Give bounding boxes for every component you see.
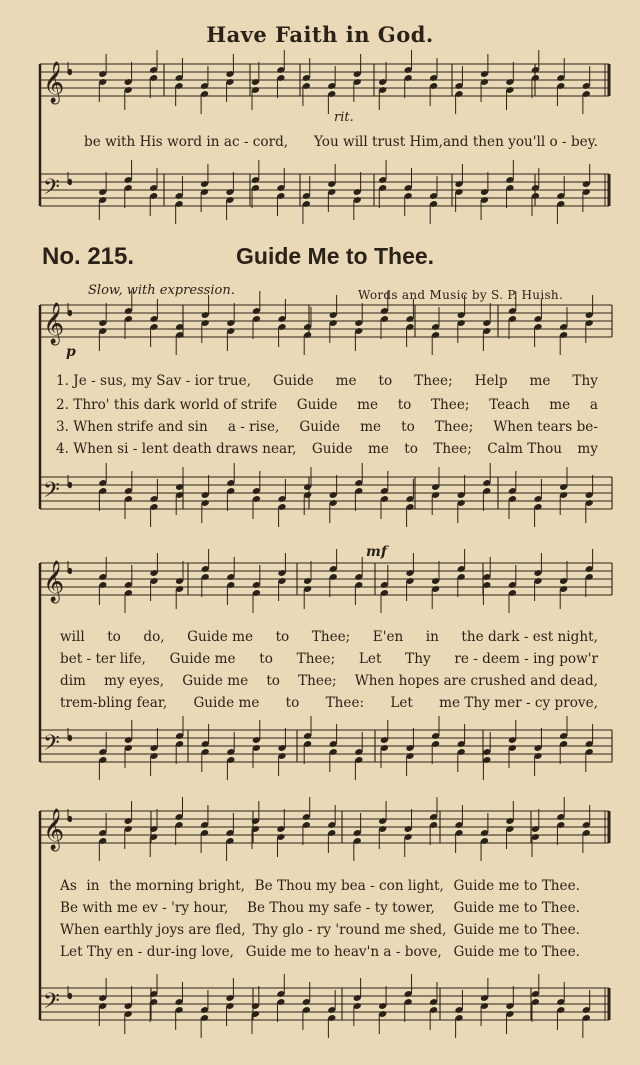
lyric-syllable: Guide	[296, 397, 338, 413]
verse-line	[60, 629, 598, 645]
lyric-syllable: Help	[474, 373, 508, 389]
verse-line	[60, 673, 598, 689]
lyric-syllable: Let Thy en - dur-ing love,	[60, 944, 234, 960]
lyric-syllable: Guide me to Thee.	[453, 944, 580, 960]
lyric-syllable: Guide me	[169, 651, 236, 667]
lyric-syllable: me	[367, 441, 389, 457]
lyric-syllable: me	[335, 373, 357, 389]
tempo-marking: Slow, with expression.	[88, 283, 235, 298]
verse-line	[60, 878, 580, 894]
lyric-syllable: Thee;	[298, 673, 337, 689]
lyric-syllable: to	[397, 397, 412, 413]
lyric-syllable: As	[60, 878, 77, 894]
lyric-syllable: me Thy mer - cy prove,	[439, 695, 598, 711]
lyric-syllable: Thee;	[433, 441, 472, 457]
lyric-syllable: Thee;	[311, 629, 351, 645]
lyric-syllable: 1. Je - sus, my Sav - ior true,	[56, 373, 252, 389]
lyric-syllable: Guide	[299, 419, 341, 435]
lyric-syllable: Thee;	[414, 373, 453, 389]
verse-line	[60, 922, 580, 938]
lyric-syllable: to	[107, 629, 121, 645]
lyric-syllable: a	[589, 397, 598, 413]
lyric-syllable: Guide me to Thee.	[453, 878, 580, 894]
lyric-syllable: Thee;	[296, 651, 336, 667]
lyric-syllable: Guide me	[187, 629, 254, 645]
bass-clef-icon: 𝄢	[43, 175, 60, 205]
lyric-syllable: Guide me to heav'n a - bove,	[245, 944, 442, 960]
lyric-syllable: to	[259, 651, 273, 667]
lyric-syllable: the dark - est night,	[461, 629, 598, 645]
lyric-syllable: Calm Thou	[487, 441, 563, 457]
bass-clef-icon: 𝄢	[43, 478, 60, 508]
lyric-syllable: Teach	[489, 397, 530, 413]
lyric-syllable: a - rise,	[227, 419, 280, 435]
lyric-syllable: Thy glo - ry 'round me shed,	[252, 922, 447, 938]
lyric-syllable: to	[275, 629, 290, 645]
lyric-syllable: Guide me	[182, 673, 249, 689]
lyric-syllable: the morning bright,	[109, 878, 245, 894]
author-credit: Words and Music by S. P. Huish.	[358, 288, 564, 302]
lyric-syllable: my eyes,	[104, 673, 165, 689]
lyric-syllable: in	[86, 878, 100, 894]
lyric-syllable: to	[266, 673, 280, 689]
lyric-syllable: 4. When si - lent death draws near,	[56, 441, 297, 457]
lyric-syllable: When earthly joys are fled,	[60, 922, 246, 938]
lyric-syllable: my	[577, 441, 598, 457]
dynamic-piano: p	[66, 344, 76, 360]
lyric-syllable: 3. When strife and sin	[56, 419, 208, 435]
treble-clef-icon: 𝄞	[43, 303, 65, 344]
treble-clef-icon: 𝄞	[43, 809, 65, 850]
dynamic-mezzo-forte: mf	[366, 544, 387, 560]
lyric-syllable: to	[401, 419, 415, 435]
lyric-syllable: Guide	[272, 373, 314, 389]
lyric-syllable: Thee;	[434, 419, 474, 435]
lyric-syllable: in	[425, 629, 439, 645]
lyric-syllable: Guide me	[193, 695, 260, 711]
verse-line	[60, 900, 580, 916]
lyric-syllable: Guide	[311, 441, 353, 457]
verse-line	[60, 944, 580, 960]
lyric-syllable: me	[549, 397, 571, 413]
verse-line	[56, 397, 598, 413]
previous-hymn-title: Have Faith in God.	[206, 22, 434, 47]
treble-clef-icon: 𝄞	[43, 561, 65, 602]
hymn-number: No. 215.	[42, 243, 135, 270]
lyric-syllable: will	[60, 629, 85, 645]
lyric-syllable: E'en	[372, 629, 404, 645]
lyric-syllable: me	[357, 397, 379, 413]
lyric-syllable: When hopes are crushed and dead,	[354, 673, 598, 689]
lyric-syllable: do,	[143, 629, 165, 645]
lyric-syllable: me	[360, 419, 382, 435]
lyric-syllable: trem-bling fear,	[60, 695, 168, 711]
lyric-syllable: Be with me ev - 'ry hour,	[60, 900, 229, 916]
verse-line	[56, 419, 598, 435]
lyric-syllable: Let	[390, 695, 413, 711]
treble-clef-icon: 𝄞	[43, 62, 65, 103]
previous-lyric-part-1: be with His word in ac - cord,	[84, 134, 289, 150]
lyric-syllable: to	[285, 695, 300, 711]
lyric-syllable: Be Thou my safe - ty tower,	[247, 900, 435, 916]
previous-lyric-part-2: You will trust Him,and then you'll o - bey.	[314, 134, 598, 150]
lyric-syllable: Let	[358, 651, 382, 667]
rit-marking: rit.	[334, 110, 354, 125]
lyric-syllable: 2. Thro' this dark world of strife	[56, 397, 278, 413]
lyric-syllable: When tears be-	[493, 419, 598, 435]
lyric-syllable: Be Thou my bea - con light,	[254, 878, 444, 894]
lyric-syllable: me	[529, 373, 551, 389]
lyric-syllable: re - deem - ing pow'r	[454, 651, 598, 667]
bass-clef-icon: 𝄢	[43, 731, 60, 761]
bass-clef-icon: 𝄢	[43, 989, 60, 1019]
lyric-syllable: Thy	[405, 651, 431, 667]
lyric-syllable: dim	[60, 673, 86, 689]
verse-line	[56, 373, 598, 389]
verse-line	[56, 441, 598, 457]
verse-line	[60, 695, 598, 711]
verse-line	[60, 651, 598, 667]
lyric-syllable: Guide me to Thee.	[453, 922, 580, 938]
lyric-syllable: Thee:	[325, 695, 365, 711]
lyric-syllable: to	[378, 373, 393, 389]
lyric-syllable: to	[404, 441, 418, 457]
hymn-title: Guide Me to Thee.	[236, 243, 435, 269]
lyric-syllable: bet - ter life,	[60, 651, 146, 667]
lyric-syllable: Thy	[572, 373, 598, 389]
lyric-syllable: Guide me to Thee.	[453, 900, 580, 916]
lyric-syllable: Thee;	[430, 397, 470, 413]
